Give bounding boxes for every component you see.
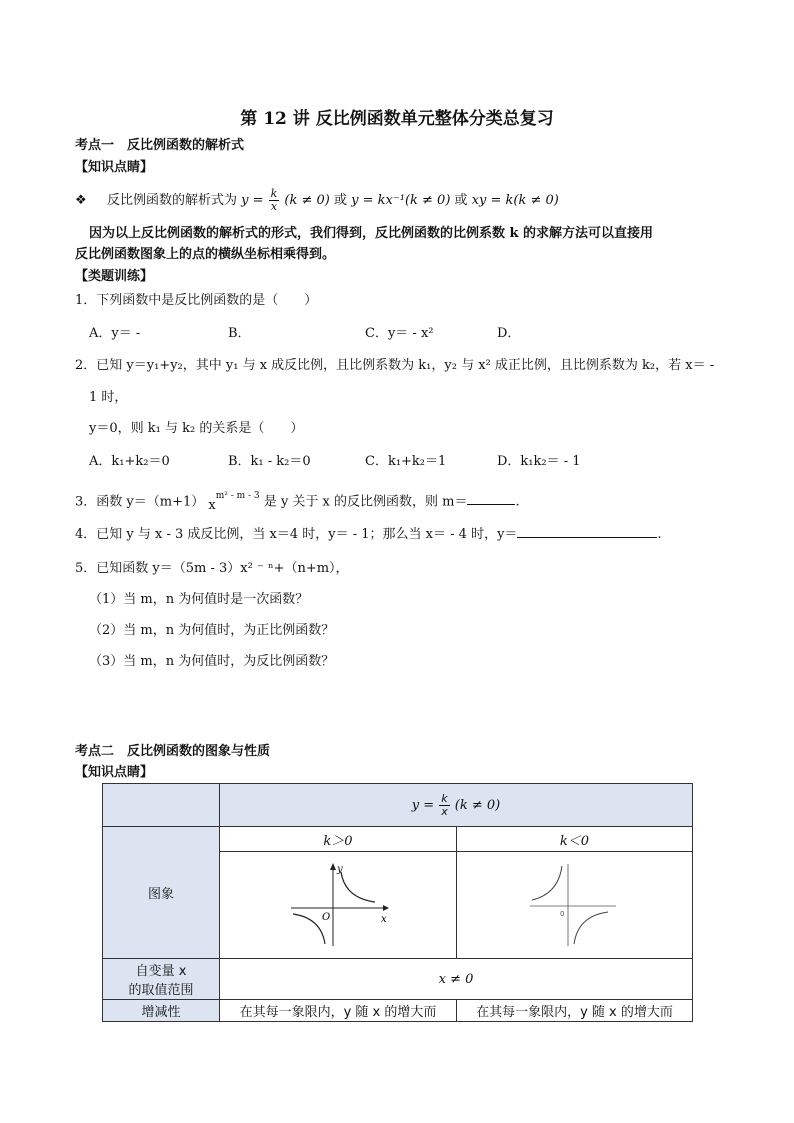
q3-answer-blank[interactable] (467, 504, 515, 505)
q3-end: . (515, 494, 520, 510)
section1-knowledge-label: 【知识点睛】 (75, 160, 154, 175)
y-axis-arrow-icon (330, 863, 336, 870)
table-corner-cell (103, 784, 220, 827)
practice-label: 【类题训练】 (75, 269, 154, 284)
question-2-line-1: 2．已知 y＝y₁+y₂，其中 y₁ 与 x 成反比例，且比例系数为 k₁，y₂ 与 x² 成正比例，且比例系数为 k₂，若 x＝ - (75, 358, 715, 373)
section2-heading: 考点二 反比例函数的图象与性质 (75, 744, 271, 759)
k-positive-label: k＞0 (323, 833, 353, 849)
graph-k-positive-cell (220, 852, 457, 959)
section2-knowledge-label: 【知识点睛】 (75, 765, 154, 780)
header-numerator: k (441, 791, 448, 805)
hyperbola-branch-q1 (341, 872, 375, 902)
col-k-positive (220, 827, 457, 852)
graph-k-negative (520, 860, 630, 950)
question-1: 1．下列函数中是反比例函数的是（ ） (75, 293, 318, 308)
q2-option-a: A．k₁+k₂＝0 (89, 454, 170, 469)
hyperbola-branch-q2 (532, 866, 562, 900)
q2-option-d: D．k₁k₂＝ - 1 (497, 454, 581, 469)
q1-option-d: D． (497, 326, 521, 341)
q3-base: x (208, 498, 216, 514)
y-label: y (337, 864, 343, 875)
row-label-domain (103, 959, 220, 1000)
q4-text: 4．已知 y 与 x - 3 成反比例，当 x＝4 时，y＝ - 1；那么当 x＝ - 4 时，y＝ (75, 527, 518, 542)
row-label-domain-line-1: 自变量 x (135, 964, 187, 979)
row-label-graph: 图象 (103, 827, 220, 959)
formula-a-numerator: k (270, 187, 278, 200)
k-negative-label: k＜0 (559, 833, 590, 849)
question-5-part-2: （2）当 m，n 为何值时，为正比例函数？ (89, 623, 335, 638)
hyperbola-branch-q4 (574, 912, 608, 944)
hyperbola-branch-q3 (293, 914, 325, 944)
col-k-negative (457, 827, 693, 852)
x-axis-arrow-icon (383, 905, 389, 911)
formula-line (75, 188, 559, 213)
x-label: x (381, 914, 387, 925)
formula-a-denominator: x (270, 200, 278, 213)
q3-prefix: 3．函数 y＝（m+1） (75, 494, 205, 510)
row-label-monotonicity: 增减性 (103, 1000, 220, 1022)
page-title: 第 12 讲 反比例函数单元整体分类总复习 (240, 109, 554, 129)
monotonicity-k-negative: 在其每一象限内，y 随 x 的增大而 (457, 1000, 693, 1022)
origin-label: O (322, 912, 331, 923)
q1-option-a: A．y＝ - (89, 326, 141, 341)
origin-label: 0 (559, 910, 564, 918)
diamond-bullet-icon: ❖ (75, 193, 87, 208)
formula-a-lhs: y = (241, 193, 264, 208)
header-condition: (k ≠ 0) (454, 797, 501, 813)
or-text-1: 或 (334, 193, 348, 208)
graph-k-positive (283, 860, 393, 950)
q4-end: . (657, 527, 662, 542)
question-5-part-3: （3）当 m，n 为何值时，为反比例函数？ (89, 654, 335, 669)
formula-b: y = kx⁻¹(k ≠ 0) (351, 193, 451, 208)
question-5-part-1: （1）当 m，n 为何值时是一次函数？ (89, 592, 309, 607)
graph-k-negative-cell (457, 852, 693, 959)
properties-table (102, 783, 693, 1022)
question-5: 5．已知函数 y＝（5m - 3）x² ⁻ ⁿ+（n+m）， (75, 561, 349, 576)
or-text-2: 或 (454, 193, 468, 208)
question-2-line-3: y＝0，则 k₁ 与 k₂ 的关系是（ ） (89, 421, 304, 436)
header-fraction (439, 793, 449, 818)
domain-value-cell (220, 959, 693, 1000)
formula-a-condition: (k ≠ 0) (284, 193, 330, 208)
header-lhs: y = (411, 797, 435, 813)
domain-value: x ≠ 0 (438, 971, 474, 987)
q2-option-b: B．k₁ - k₂＝0 (228, 454, 311, 469)
question-2-line-2: 1 时， (89, 390, 128, 405)
header-denominator: x (441, 804, 448, 818)
explanation-line-1: 因为以上反比例函数的解析式的形式，我们得到，反比例函数的比例系数 k 的求解方法可以直接用 (89, 226, 654, 241)
q3-suffix: 是 y 关于 x 的反比例函数，则 m＝ (263, 494, 468, 510)
q3-exponent: m² - m - 3 (215, 491, 260, 501)
explanation-line-2: 反比例函数图象上的点的横纵坐标相乘得到。 (75, 247, 336, 262)
q1-option-b: B． (228, 326, 251, 341)
formula-prefix: 反比例函数的解析式为 (106, 193, 237, 208)
question-4 (75, 526, 662, 544)
formula-a-fraction (269, 188, 280, 213)
question-3 (75, 489, 520, 514)
table-header-formula (220, 784, 693, 827)
q1-option-c: C．y＝ - x² (365, 326, 434, 341)
row-label-domain-line-2: 的取值范围 (128, 983, 194, 998)
section1-heading: 考点一 反比例函数的解析式 (75, 138, 245, 153)
formula-c: xy = k(k ≠ 0) (471, 193, 559, 208)
monotonicity-k-positive: 在其每一象限内，y 随 x 的增大而 (220, 1000, 457, 1022)
q2-option-c: C．k₁+k₂＝1 (365, 454, 447, 469)
q4-answer-blank[interactable] (517, 537, 657, 538)
